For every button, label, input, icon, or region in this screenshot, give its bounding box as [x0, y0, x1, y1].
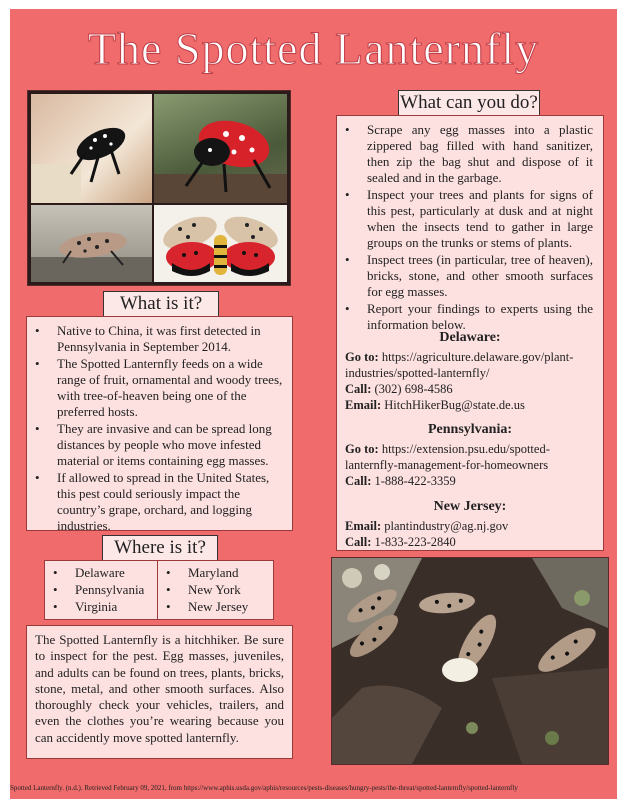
pennsylvania-contact — [345, 422, 595, 489]
delaware-email-address[interactable]: HitchHikerBug@state.de.us — [384, 398, 525, 412]
states-col2-box — [157, 560, 274, 620]
what-is-it-heading: What is it? — [103, 291, 219, 317]
pennsylvania-heading: Pennsylvania: — [427, 422, 512, 437]
what-can-you-do-heading: What can you do? — [398, 90, 540, 116]
adult-closed-wings-photo — [31, 205, 152, 282]
delaware-url-cont[interactable]: industries/spotted-lanternfly/ — [345, 366, 490, 380]
list-item: • Inspect your trees and plants for signs of this pest, particularly at dusk and at night when the insects tend to gather in large groups on the trunks or stems of plants. — [367, 187, 593, 251]
delaware-url[interactable]: https://agriculture.delaware.gov/plant- — [381, 350, 574, 364]
new-jersey-call — [345, 534, 595, 550]
delaware-call — [345, 381, 595, 397]
list-item: • They are invasive and can be spread long distances by people who move infested material or items containing egg masses. — [57, 421, 284, 469]
list-item: • Inspect trees (in particular, tree of heaven), bricks, stone, and other smooth surfaces for egg masses. — [367, 252, 593, 300]
pennsylvania-url-cont[interactable]: lanternfly-management-for-homeowners — [345, 458, 549, 472]
adult-open-wings-photo — [154, 205, 287, 282]
what-is-it-list — [27, 317, 292, 534]
list-item: • Virginia — [75, 599, 157, 615]
states-col1-list — [45, 561, 157, 615]
delaware-email — [345, 397, 595, 413]
delaware-phone: (302) 698-4586 — [374, 382, 453, 396]
call-label: Call: — [345, 474, 372, 488]
list-item: • New York — [188, 582, 273, 598]
states-col2-list — [158, 561, 273, 615]
list-item: • Delaware — [75, 565, 157, 581]
pennsylvania-phone: 1-888-422-3359 — [374, 474, 456, 488]
new-jersey-heading: New Jersey: — [433, 499, 507, 514]
delaware-heading: Delaware: — [439, 330, 501, 345]
list-item: • Report your findings to experts using the information below. — [367, 301, 593, 333]
goto-label: Go to: — [345, 350, 379, 364]
what-is-it-box — [26, 316, 293, 531]
list-item: • New Jersey — [188, 599, 273, 615]
delaware-contact — [345, 330, 595, 413]
list-item: • Maryland — [188, 565, 273, 581]
citation: Spotted Lanternfly. (n.d.). Retrieved February 09, 2021, from https://www.aphis.usda.gov/aphis/resources/pests-diseases/hungry-pests/the-threat/spotted-lanternfly/spotted-lanternfly — [10, 784, 518, 792]
list-item: • If allowed to spread in the United States, this pest could seriously impact the country’s grape, orchard, and logging industries. — [57, 470, 284, 534]
pennsylvania-call — [345, 473, 595, 489]
new-jersey-phone: 1-833-223-2840 — [374, 535, 456, 549]
email-label: Email: — [345, 398, 382, 412]
new-jersey-email-address[interactable]: plantindustry@ag.nj.gov — [384, 519, 509, 533]
email-label: Email: — [345, 519, 382, 533]
list-item: • The Spotted Lanternfly feeds on a wide range of fruit, ornamental and woody trees, with tree-of-heaven being one of the preferred hosts. — [57, 356, 284, 420]
what-can-you-do-box — [336, 115, 604, 551]
where-is-it-heading: Where is it? — [102, 535, 218, 561]
new-jersey-contact — [345, 499, 595, 550]
states-col1-box — [44, 560, 158, 620]
poster-title: The Spotted Lanternfly — [87, 23, 540, 74]
black-nymph-photo — [31, 94, 152, 203]
pennsylvania-url[interactable]: https://extension.psu.edu/spotted- — [381, 442, 550, 456]
pennsylvania-goto — [345, 441, 595, 457]
hitchhiker-box — [26, 625, 293, 759]
call-label: Call: — [345, 535, 372, 549]
lanternflies-on-tree-photo — [331, 557, 609, 765]
red-nymph-photo — [154, 94, 287, 203]
hitchhiker-paragraph: The Spotted Lanternfly is a hitchhiker. Be sure to inspect for the pest. Egg masses, juveniles, and adults can be found on trees, plants, bricks, stone, metal, and other smooth surfaces. Also thoroughly check your vehicles, trailers, and even the clothes you’re wearing because you can accidently move spotted lanternfly. — [35, 632, 284, 745]
insect-photo-collage — [27, 90, 291, 286]
list-item: • Native to China, it was first detected in Pennsylvania in September 2014. — [57, 323, 284, 355]
goto-label: Go to: — [345, 442, 379, 456]
list-item: • Scrape any egg masses into a plastic zippered bag filled with hand sanitizer, then zip the bag shut and dispose of it sealed and in the garbage. — [367, 122, 593, 186]
what-can-you-do-list — [337, 116, 603, 333]
list-item: • Pennsylvania — [75, 582, 157, 598]
new-jersey-email — [345, 518, 595, 534]
call-label: Call: — [345, 382, 372, 396]
delaware-goto — [345, 349, 595, 365]
